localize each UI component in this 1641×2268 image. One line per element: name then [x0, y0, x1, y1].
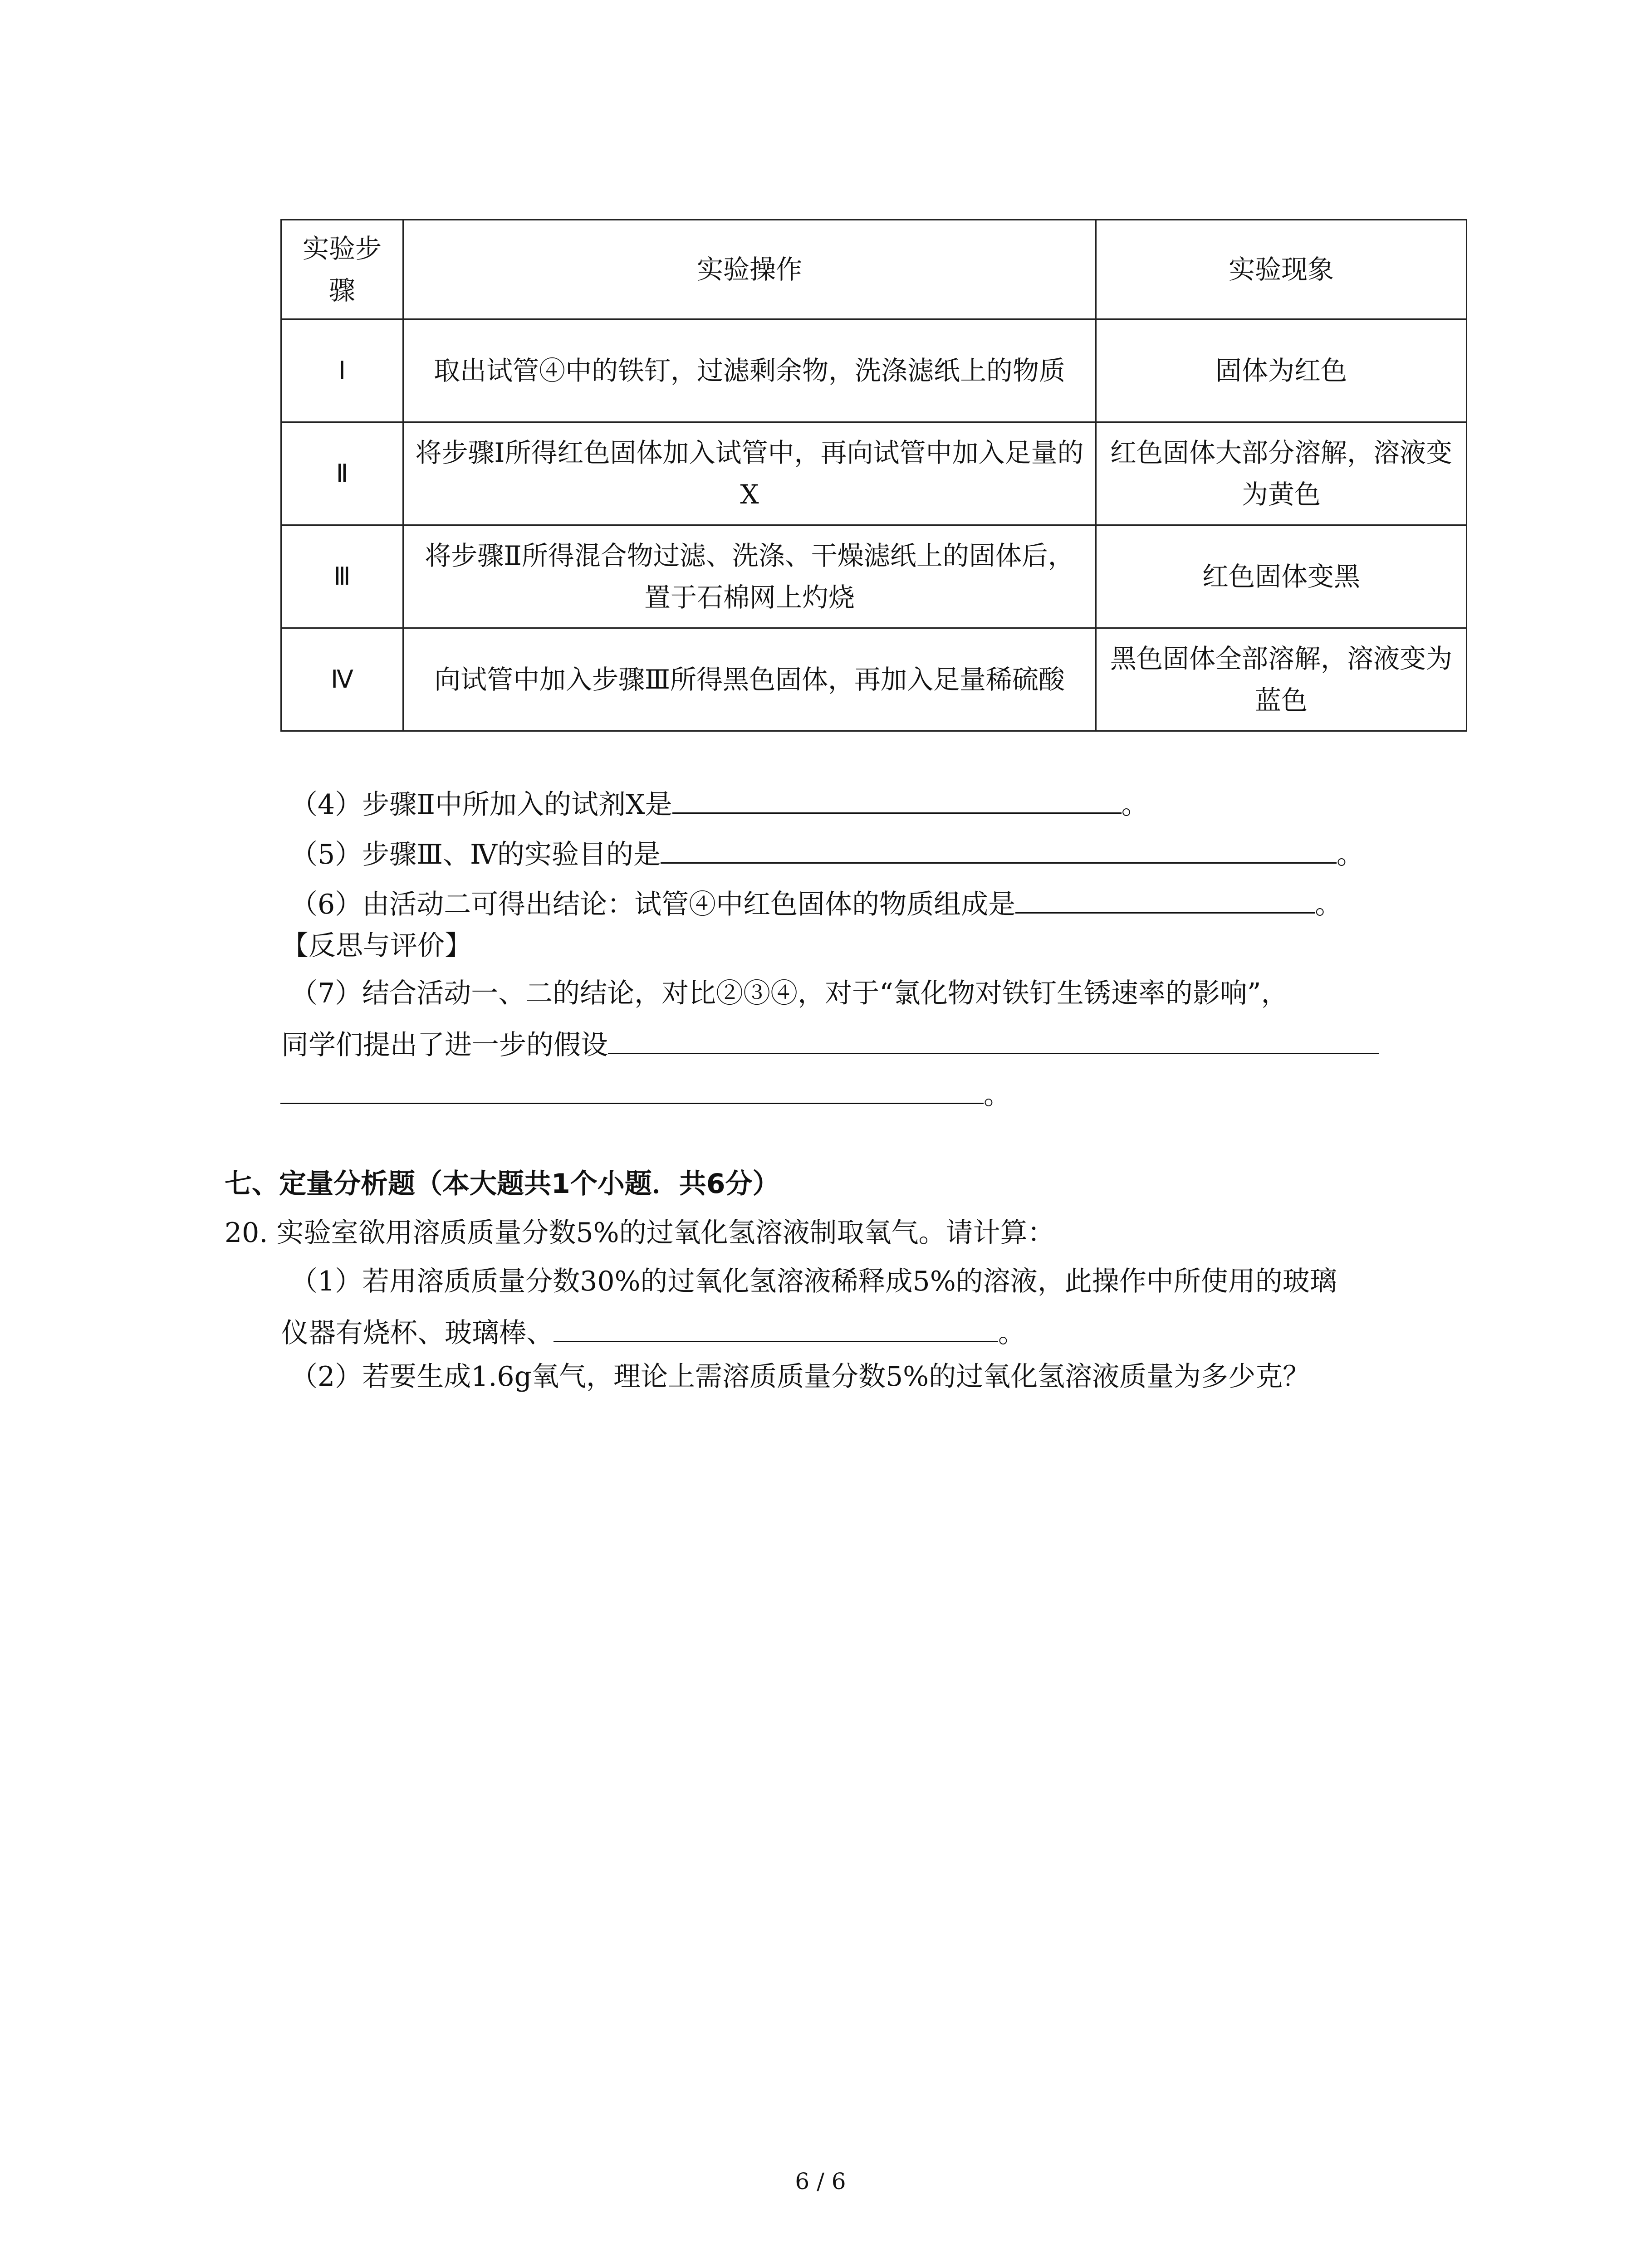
page-number: 6 / 6: [795, 2168, 846, 2195]
question-7-line2: 同学们提出了进一步的假设: [281, 1023, 1379, 1063]
question-4: （4）步骤Ⅱ中所加入的试剂X是 。: [290, 782, 1149, 823]
table-row: [281, 422, 1467, 525]
table-row: [281, 319, 1467, 422]
question-5: （5）步骤Ⅲ、Ⅳ的实验目的是 。: [290, 832, 1364, 873]
phenomenon-cell: 红色固体大部分溶解，溶液变为黄色: [1096, 422, 1467, 525]
answer-blank-7b[interactable]: [280, 1073, 984, 1104]
section-7-title: 七、定量分析题（本大题共1个小题．共6分）: [225, 1168, 780, 1200]
reflect-heading: 【反思与评价】: [281, 930, 472, 962]
header-phenomenon: 实验现象: [1096, 220, 1467, 319]
table-header-row: [281, 220, 1467, 319]
header-step: 实验步骤: [281, 220, 403, 319]
answer-blank-7a[interactable]: [608, 1023, 1379, 1054]
question-6: （6）由活动二可得出结论：试管④中红色固体的物质组成是 。: [290, 882, 1342, 923]
header-operation: 实验操作: [403, 220, 1096, 319]
table-row: [281, 525, 1467, 628]
question-20-2: （2）若要生成1.6g氧气，理论上需溶质质量分数5%的过氧化氢溶液质量为多少克？: [290, 1361, 1310, 1393]
question-20: 20. 实验室欲用溶质质量分数5%的过氧化氢溶液制取氧气。请计算：: [225, 1217, 1055, 1249]
phenomenon-cell: 黑色固体全部溶解，溶液变为蓝色: [1096, 628, 1467, 731]
question-7-line1: （7）结合活动一、二的结论，对比②③④，对于“氯化物对铁钉生锈速率的影响”，: [290, 978, 1288, 1009]
step-cell: Ⅲ: [281, 525, 403, 628]
step-cell: Ⅳ: [281, 628, 403, 731]
operation-cell: 取出试管④中的铁钉，过滤剩余物，洗涤滤纸上的物质: [403, 319, 1096, 422]
operation-cell: 将步骤Ⅰ所得红色固体加入试管中，再向试管中加入足量的X: [403, 422, 1096, 525]
answer-blank-4[interactable]: [672, 782, 1122, 814]
question-20-1-line1: （1）若用溶质质量分数30%的过氧化氢溶液稀释成5%的溶液，此操作中所使用的玻璃: [290, 1266, 1337, 1297]
step-cell: Ⅱ: [281, 422, 403, 525]
answer-blank-20-1[interactable]: [554, 1311, 998, 1342]
operation-cell: 向试管中加入步骤Ⅲ所得黑色固体，再加入足量稀硫酸: [403, 628, 1096, 731]
answer-blank-6[interactable]: [1015, 882, 1315, 914]
question-20-1-line2: 仪器有烧杯、玻璃棒、 。: [281, 1311, 1025, 1351]
question-7-line3: 。: [280, 1073, 1011, 1113]
phenomenon-cell: 固体为红色: [1096, 319, 1467, 422]
operation-cell: 将步骤Ⅱ所得混合物过滤、洗涤、干燥滤纸上的固体后，置于石棉网上灼烧: [403, 525, 1096, 628]
experiment-table: [280, 219, 1467, 732]
phenomenon-cell: 红色固体变黑: [1096, 525, 1467, 628]
answer-blank-5[interactable]: [661, 832, 1337, 864]
step-cell: Ⅰ: [281, 319, 403, 422]
table-row: [281, 628, 1467, 731]
